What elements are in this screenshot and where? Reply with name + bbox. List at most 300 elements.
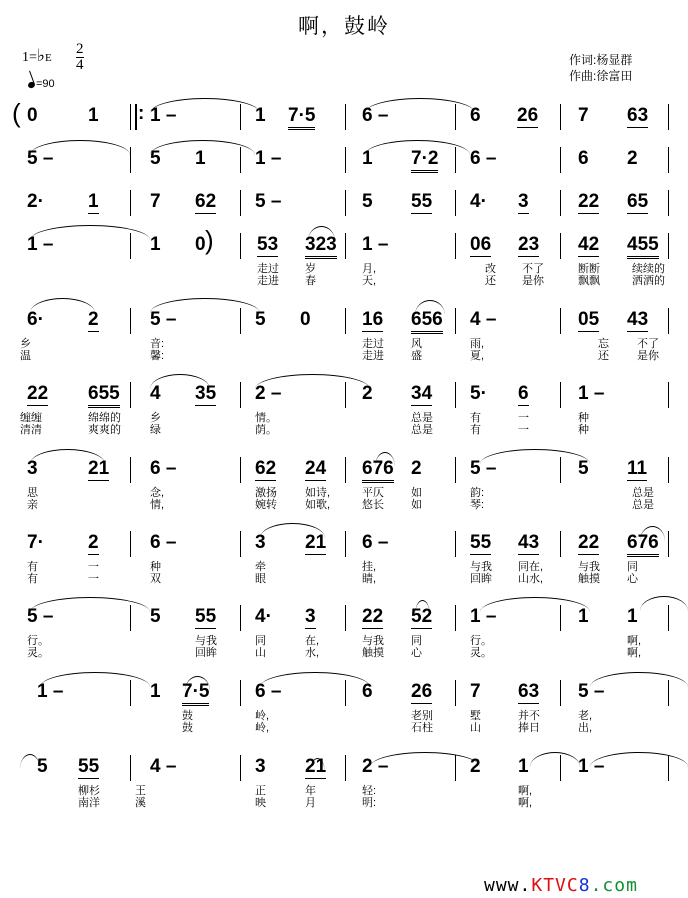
lyric-1: 与我 <box>362 635 384 647</box>
note-group: 676 <box>362 458 394 483</box>
note-group: 1 <box>150 681 161 702</box>
lyric-2: 琴: <box>470 499 485 511</box>
note-group: 26 <box>517 105 539 126</box>
barline <box>345 104 346 130</box>
note-group: 1 <box>518 756 529 777</box>
slur <box>590 752 688 767</box>
lyric-2: 总是 <box>632 499 654 511</box>
parenthesis: ) <box>205 225 214 255</box>
note-group: 24 <box>305 458 327 479</box>
lyric-2: 悠长 <box>362 499 384 511</box>
barline <box>668 308 669 334</box>
lyric-2: 触摸 <box>578 573 600 585</box>
lyric-1: 牵 <box>255 561 266 573</box>
lyric-1: 正 <box>255 785 266 797</box>
slur <box>40 672 150 687</box>
barline <box>345 457 346 483</box>
lyric-2: 春 <box>305 275 316 287</box>
lyric-2: 走进 <box>257 275 279 287</box>
barline <box>560 308 561 334</box>
barline <box>560 147 561 173</box>
note-group: 62 <box>255 458 277 479</box>
note-group: 3 <box>255 532 266 553</box>
barline <box>345 147 346 173</box>
note-group: 7 <box>578 105 589 126</box>
note-group: 0 <box>195 234 206 255</box>
lyric-1: 如 <box>411 487 422 499</box>
note-group: 0 <box>27 105 38 126</box>
note-group: 42 <box>578 234 600 255</box>
note-group: 6 – <box>150 458 177 479</box>
lyric-2: 双 <box>150 573 161 585</box>
note-group: 26 <box>411 681 433 702</box>
note-group: 6 – <box>362 532 389 553</box>
lyric-2: 岭, <box>255 722 270 734</box>
barline <box>560 104 561 130</box>
lyric-1: 风 <box>411 338 422 350</box>
parenthesis: ( <box>12 98 21 128</box>
lyric-2: 山 <box>470 722 481 734</box>
note-group: 22 <box>578 191 600 212</box>
lyric-1: 乡 <box>20 338 31 350</box>
barline <box>668 457 669 483</box>
note-group: 5 – <box>470 458 497 479</box>
barline <box>130 104 137 130</box>
barline <box>130 531 131 557</box>
note-group: 21 <box>88 458 110 479</box>
lyric-1: 激扬 <box>255 487 277 499</box>
lyric-1: 念, <box>150 487 165 499</box>
wm-com: .com <box>590 875 638 896</box>
note-group: 43 <box>627 309 649 330</box>
lyric-2: 种 <box>578 424 589 436</box>
lyric-1: 缠缠 <box>20 412 42 424</box>
lyric-1: 同 <box>411 635 422 647</box>
note-group: 323 <box>305 234 337 259</box>
lyric-1: 韵: <box>470 487 485 499</box>
slur <box>415 300 445 315</box>
slur <box>30 140 130 155</box>
lyric-2: 洒洒的 <box>632 275 665 287</box>
note-group: 1 – <box>470 606 497 627</box>
barline <box>455 233 456 259</box>
note-group: 5 – <box>255 191 282 212</box>
note-group: 1 – <box>362 234 389 255</box>
note-group: 11 <box>627 458 648 479</box>
barline <box>560 680 561 706</box>
slur <box>370 752 480 767</box>
song-title: 啊，鼓岭 <box>298 14 390 38</box>
lyric-1: 有 <box>470 412 481 424</box>
lyric-2: 山 <box>255 647 266 659</box>
flat-icon: ♭ <box>36 46 45 65</box>
lyric-1: 改 <box>485 263 496 275</box>
note-group: 55 <box>411 191 433 212</box>
lyric-1: 与我 <box>470 561 492 573</box>
lyric-2: 一 <box>88 573 99 585</box>
slur <box>365 98 475 113</box>
barline <box>345 755 346 781</box>
slur <box>640 526 665 541</box>
note-group: 5 <box>150 606 161 627</box>
note-group: 5 <box>578 458 589 479</box>
lyric-1: 同 <box>255 635 266 647</box>
note-group: 0 <box>300 309 311 330</box>
note-group: 6 – <box>150 532 177 553</box>
slur <box>590 672 688 687</box>
slur <box>415 600 430 615</box>
wm-ktvc: KTVC <box>531 875 579 896</box>
barline <box>240 531 241 557</box>
lyric-2: 荫。 <box>255 424 277 436</box>
composer: 作曲:徐富田 <box>569 69 633 83</box>
lyric-2: 如歌, <box>305 499 331 511</box>
lyric-2: 鼓 <box>182 722 193 734</box>
note-group: 6 <box>518 383 529 404</box>
barline <box>130 382 131 408</box>
note-group: 5 – <box>27 606 54 627</box>
note-group: 62 <box>195 191 217 212</box>
lyric-2: 是你 <box>522 275 544 287</box>
note-group: 7·5 <box>288 105 315 130</box>
lyric-2: 盛 <box>411 350 422 362</box>
note-group: 53 <box>257 234 279 255</box>
note-group: 3 <box>27 458 38 479</box>
credits <box>569 52 632 84</box>
note-group: 1 <box>362 148 373 169</box>
lyric-1: 同 <box>627 561 638 573</box>
barline <box>240 190 241 216</box>
repeat-sign: : <box>138 103 145 124</box>
slur <box>480 597 590 612</box>
slur <box>150 140 255 155</box>
note-group: 34 <box>411 383 433 404</box>
note-group: 7· <box>27 532 44 553</box>
note-group: 06 <box>470 234 492 255</box>
lyric-2: 婉转 <box>255 499 277 511</box>
note-group: 7 <box>470 681 481 702</box>
slur <box>185 676 210 691</box>
barline <box>455 457 456 483</box>
lyric-2: 心 <box>627 573 638 585</box>
note-group: 1 <box>88 191 99 212</box>
lyric-2: 清清 <box>20 424 42 436</box>
lyric-2: 睛, <box>362 573 377 585</box>
note-group: 7 <box>150 191 161 212</box>
barline <box>668 190 669 216</box>
wm-www: www. <box>484 875 532 896</box>
lyric-2: 走进 <box>362 350 384 362</box>
lyric-1: 续续的 <box>632 263 665 275</box>
note-group: 55 <box>470 532 492 553</box>
slur <box>640 596 688 611</box>
tempo-value: =90 <box>36 78 55 90</box>
lyric-1: 一 <box>518 412 529 424</box>
lyric-1: 岁 <box>305 263 316 275</box>
lyric-2: 山水, <box>518 573 544 585</box>
lyric-1: 一 <box>88 561 99 573</box>
lyric-2: 有 <box>27 573 38 585</box>
note-group: 35 <box>195 383 217 404</box>
note-group: 676 <box>627 532 659 557</box>
lyric-2: 水, <box>305 647 320 659</box>
barline <box>455 190 456 216</box>
key-prefix: 1= <box>22 50 37 65</box>
slur <box>375 452 395 467</box>
key-signature <box>22 41 84 73</box>
note-group: 1 <box>150 234 161 255</box>
note-group: 1 – <box>255 148 282 169</box>
lyric-1: 与我 <box>195 635 217 647</box>
note-group: 655 <box>88 383 120 408</box>
barline <box>455 680 456 706</box>
lyric-1: 并不 <box>518 710 540 722</box>
lyric-2: 还 <box>598 350 609 362</box>
lyric-2: 啊, <box>627 647 642 659</box>
wm-8: 8 <box>578 875 591 896</box>
barline <box>560 382 561 408</box>
barline <box>130 147 131 173</box>
note-group: 5 – <box>150 309 177 330</box>
lyric-2: 馨: <box>150 350 165 362</box>
lyric-1: 平仄 <box>362 487 384 499</box>
note-group: 2 <box>88 532 99 553</box>
lyric-2: 溪 <box>135 797 146 809</box>
note-group: 5 <box>150 148 161 169</box>
note-group: 21 <box>305 532 327 553</box>
barline <box>345 605 346 631</box>
lyric-1: 啊, <box>627 635 642 647</box>
lyric-1: 年 <box>305 785 316 797</box>
note-group: 4· <box>255 606 272 627</box>
lyric-2: 出, <box>578 722 593 734</box>
barline <box>240 233 241 259</box>
lyric-1: 行。 <box>470 635 492 647</box>
lyric-1: 总是 <box>411 412 433 424</box>
slur <box>365 140 470 155</box>
lyric-1: 忘 <box>598 338 609 350</box>
barline <box>345 190 346 216</box>
note-group: 1 – <box>37 681 64 702</box>
lyric-1: 思 <box>27 487 38 499</box>
lyric-1: 在, <box>305 635 320 647</box>
lyric-2: 触摸 <box>362 647 384 659</box>
note-group: 2· <box>27 191 44 212</box>
lyric-2: 回眸 <box>470 573 492 585</box>
lyric-1: 同在, <box>518 561 544 573</box>
key-note: E <box>44 52 52 64</box>
note-group: 22 <box>578 532 600 553</box>
note-group: 2 <box>362 383 373 404</box>
note-group: 65 <box>627 191 649 212</box>
note-group: 1 <box>88 105 99 126</box>
note-group: 63 <box>627 105 649 126</box>
lyric-2: 总是 <box>411 424 433 436</box>
note-group: 455 <box>627 234 659 259</box>
lyric-1: 雨, <box>470 338 485 350</box>
note-group: 5· <box>470 383 487 404</box>
lyricist: 作词:杨显群 <box>569 53 633 67</box>
lyric-1: 不了 <box>522 263 544 275</box>
barline <box>668 104 669 130</box>
note-group: 3 <box>255 756 266 777</box>
slur <box>260 523 325 538</box>
lyric-1: 走过 <box>257 263 279 275</box>
lyric-1: 柳杉 <box>78 785 100 797</box>
note-group: 4 <box>150 383 161 404</box>
lyric-2: 是你 <box>637 350 659 362</box>
lyric-1: 种 <box>150 561 161 573</box>
lyric-2: 温 <box>20 350 31 362</box>
barline <box>130 190 131 216</box>
lyric-1: 鼓 <box>182 710 193 722</box>
note-group: 1 <box>627 606 638 627</box>
lyric-1: 有 <box>27 561 38 573</box>
note-group: 2 <box>627 148 638 169</box>
note-group: 1 <box>255 105 266 126</box>
note-group: 6 – <box>362 105 389 126</box>
slur <box>30 597 150 612</box>
lyric-1: 情。 <box>255 412 277 424</box>
lyric-2: 还 <box>485 275 496 287</box>
note-group: 1 <box>195 148 206 169</box>
slur <box>30 298 95 313</box>
note-group: 6 – <box>255 681 282 702</box>
slur <box>530 752 580 767</box>
lyric-1: 绵绵的 <box>88 412 121 424</box>
lyric-2: 石柱 <box>411 722 433 734</box>
lyric-2: 眼 <box>255 573 266 585</box>
note-group: 16 <box>362 309 384 330</box>
note-group: 23 <box>518 234 540 255</box>
barline <box>455 382 456 408</box>
lyric-2: 南洋 <box>78 797 100 809</box>
lyric-2: 捧日 <box>518 722 540 734</box>
lyric-1: 种 <box>578 412 589 424</box>
lyric-1: 轻: <box>362 785 377 797</box>
time-den: 4 <box>76 57 84 73</box>
note-group: 5 – <box>27 148 54 169</box>
lyric-2: 心 <box>411 647 422 659</box>
time-signature <box>76 42 84 73</box>
quarter-note-icon <box>27 81 36 89</box>
note-group: 22 <box>362 606 384 627</box>
barline <box>345 308 346 334</box>
lyric-2: 回眸 <box>195 647 217 659</box>
barline <box>560 531 561 557</box>
note-group: 55 <box>78 756 100 777</box>
barline <box>560 233 561 259</box>
slur <box>308 226 335 241</box>
barline <box>668 382 669 408</box>
note-group: 1 – <box>150 105 177 126</box>
note-group: 05 <box>578 309 600 330</box>
barline <box>345 531 346 557</box>
barline <box>455 531 456 557</box>
barline <box>240 755 241 781</box>
note-group: 4 – <box>470 309 497 330</box>
lyric-1: 音: <box>150 338 165 350</box>
note-group: 6 <box>470 105 481 126</box>
tempo-marking <box>28 78 55 90</box>
note-group: 3 <box>305 606 316 627</box>
barline <box>130 755 131 781</box>
lyric-1: 与我 <box>578 561 600 573</box>
note-group: 1 – <box>578 383 605 404</box>
barline <box>668 531 669 557</box>
lyric-2: 灵。 <box>470 647 492 659</box>
barline <box>345 233 346 259</box>
note-group: 1 <box>578 606 589 627</box>
lyric-1: 啊, <box>518 785 533 797</box>
note-group: 2 – <box>255 383 282 404</box>
lyric-1: 王 <box>135 785 146 797</box>
lyric-2: 映 <box>255 797 266 809</box>
lyric-1: 如诗, <box>305 487 331 499</box>
slur <box>255 374 370 389</box>
barline <box>455 605 456 631</box>
lyric-1: 走过 <box>362 338 384 350</box>
lyric-1: 岭, <box>255 710 270 722</box>
lyric-1: 行。 <box>27 635 49 647</box>
slur <box>150 374 210 389</box>
lyric-1: 不了 <box>637 338 659 350</box>
barline <box>455 308 456 334</box>
note-group: 7·2 <box>411 148 438 173</box>
note-group: 2 <box>88 309 99 330</box>
note-group: 43 <box>518 532 540 553</box>
lyric-1: 断断 <box>578 263 600 275</box>
barline <box>130 308 131 334</box>
slur <box>480 449 590 464</box>
lyric-2: 灵。 <box>27 647 49 659</box>
lyric-1: 老别 <box>411 710 433 722</box>
time-num: 2 <box>76 41 84 57</box>
slur <box>30 225 150 240</box>
lyric-2: 啊, <box>518 797 533 809</box>
note-group: 6 – <box>470 148 497 169</box>
note-group: 63 <box>518 681 540 702</box>
note-group: 6 <box>578 148 589 169</box>
lyric-2: 飘飘 <box>578 275 600 287</box>
lyric-2: 情, <box>150 499 165 511</box>
note-group: 2 <box>411 458 422 479</box>
lyric-2: 有 <box>470 424 481 436</box>
watermark <box>484 875 638 896</box>
lyric-2: 一 <box>518 424 529 436</box>
barline <box>130 457 131 483</box>
note-group: 3 <box>518 191 529 212</box>
lyric-1: 总是 <box>632 487 654 499</box>
lyric-1: 月, <box>362 263 377 275</box>
note-group: 4· <box>470 191 487 212</box>
lyric-2: 月 <box>305 797 316 809</box>
barline <box>240 382 241 408</box>
note-group: 5 – <box>578 681 605 702</box>
lyric-1: 乡 <box>150 412 161 424</box>
note-group: 5 <box>362 191 373 212</box>
note-group: 656 <box>411 309 443 334</box>
lyric-1: 墅 <box>470 710 481 722</box>
lyric-2: 绿 <box>150 424 161 436</box>
slur <box>150 298 260 313</box>
note-group: 1 – <box>578 756 605 777</box>
note-group: 1 – <box>27 234 54 255</box>
note-group: 6 <box>362 681 373 702</box>
note-group: 5 <box>255 309 266 330</box>
lyric-2: 如 <box>411 499 422 511</box>
note-group: 22 <box>27 383 49 404</box>
